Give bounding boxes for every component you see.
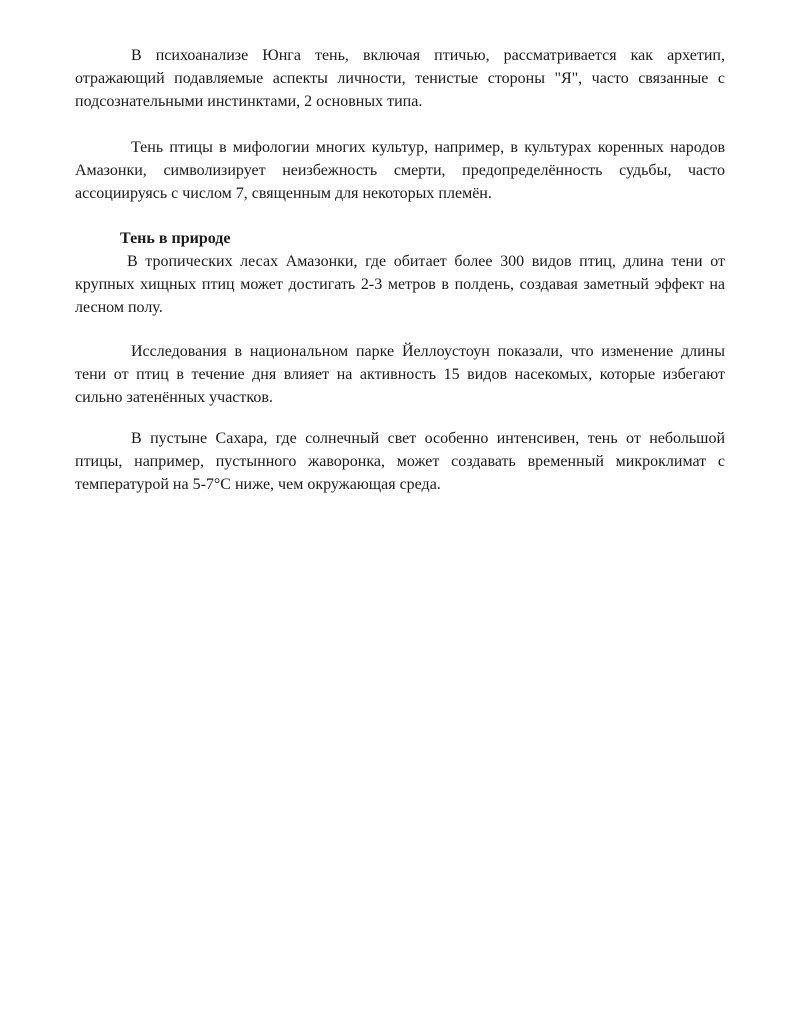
paragraph-yellowstone [75, 340, 725, 409]
paragraph-amazon-forests [75, 250, 725, 319]
paragraph-text: В тропических лесах Амазонки, где обитает более 300 видов птиц, длина тени от крупных хищных птиц может достигать 2-3 метров в полдень, создавая заметный эффект на лесном полу. [75, 253, 725, 316]
section-heading: Тень в природе [120, 230, 231, 247]
paragraph-text: В психоанализе Юнга тень, включая птичью, рассматривается как архетип, отражающий подавляемые аспекты личности, тенистые стороны "Я", часто связанные с подсознательными инстинктами, 2 основных типа. [75, 47, 725, 110]
paragraph-sahara [75, 427, 725, 496]
paragraph-jung-shadow [75, 44, 725, 113]
paragraph-text: Исследования в национальном парке Йеллоустоун показали, что изменение длины тени от птиц в течение дня влияет на активность 15 видов насекомых, которые избегают сильно затенённых участков. [75, 343, 725, 406]
paragraph-text: Тень птицы в мифологии многих культур, например, в культурах коренных народов Амазонки, символизирует неизбежность смерти, предопределённость судьбы, часто ассоциируясь с числом 7, священным для некоторых племён. [75, 139, 725, 202]
paragraph-text: В пустыне Сахара, где солнечный свет особенно интенсивен, тень от небольшой птицы, например, пустынного жаворонка, может создавать временный микроклимат с температурой на 5-7°C ниже, чем окружающая среда. [75, 430, 725, 493]
paragraph-mythology [75, 136, 725, 205]
